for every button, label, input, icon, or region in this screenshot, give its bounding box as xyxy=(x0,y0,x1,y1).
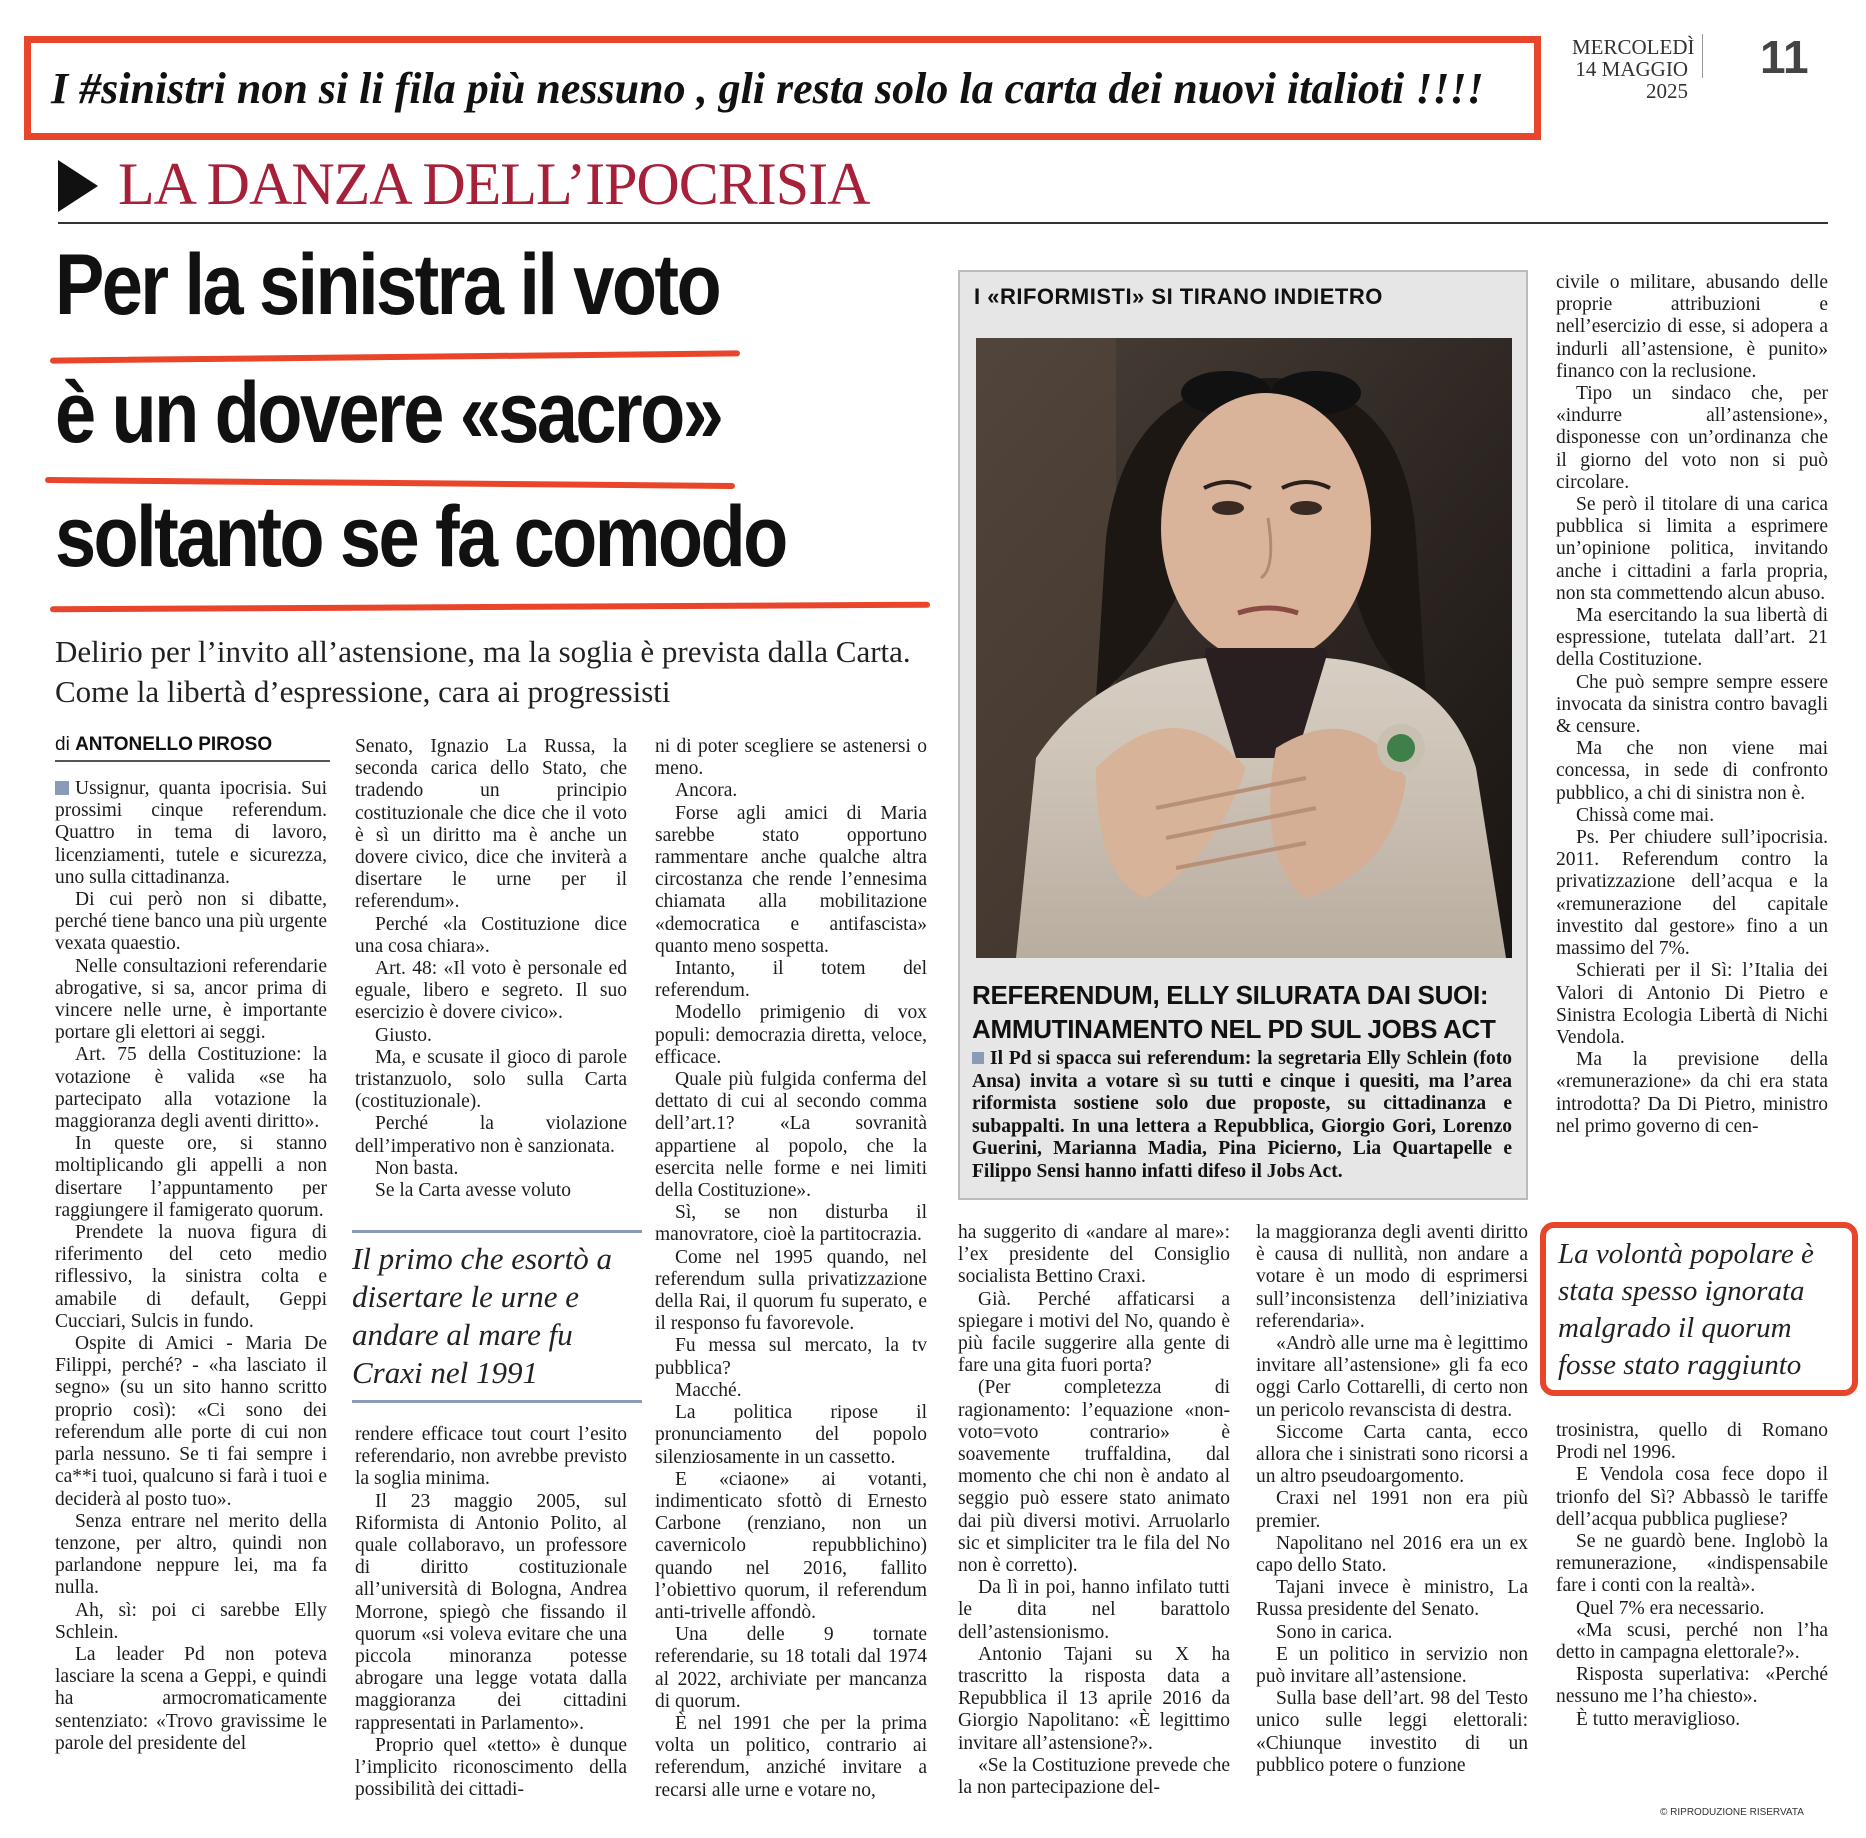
paragraph: Se la Carta avesse voluto xyxy=(375,1180,572,1202)
paragraph: Ma esercitando la sua libertà di espressione, tutelata dall’art. 21 della Costituzione. xyxy=(1556,605,1828,671)
paragraph: Ma la previsione della «remunerazione» da chi era stata introdotta? Da Di Pietro, ministro nel primo governo di cen- xyxy=(1556,1049,1828,1137)
paragraph: Ma, e scusate il gioco di parole tristanzuolo, solo sulla Carta (costituzionale). xyxy=(355,1046,627,1113)
paragraph: Napolitano nel 2016 era un ex capo dello Stato. xyxy=(1256,1532,1528,1577)
photo-box-title: REFERENDUM, ELLY SILURATA DAI SUOI: AMMUTINAMENTO NEL PD SUL JOBS ACT xyxy=(972,980,1496,1044)
paragraph: Ancora. xyxy=(675,780,738,802)
paragraph: Tipo un sindaco che, per «indurre all’astensione», disponesse con un’ordinanza che il giorno del voto non si può circolare. xyxy=(1556,383,1828,493)
paragraph: Prendete la nuova figura di riferimento del ceto medio riflessivo, la sinistra colta e amabile di default, Geppi Cucciari, Sulcis in fundo. xyxy=(55,1222,327,1332)
photo-box-kicker: I «RIFORMISTI» SI TIRANO INDIETRO xyxy=(974,284,1383,309)
paragraph: «Ma scusi, perché non l’ha detto in campagna elettorale?». xyxy=(1556,1619,1828,1664)
paragraph: Art. 48: «Il voto è personale ed eguale, libero e segreto. Il suo esercizio è dovere civico». xyxy=(355,958,627,1024)
section-arrow-icon xyxy=(58,160,98,212)
article-column-2-bottom xyxy=(355,1424,627,1801)
paragraph: (Per completezza di ragionamento: l’equazione «non-voto=voto contrario» è soavemente truffaldina, dal momento che chi non è andato al seggio può essere stato animato dai più diversi motivi. Arruolarlo sic et simpliciter tra le fila del No non è corretto). xyxy=(958,1377,1230,1577)
paragraph: E «ciaone» ai votanti, indimenticato sfottò di Ernesto Carbone (renziano, non un cavernicolo repubblichino) quando nel 2016, fallito l’obiettivo quorum, il referendum anti-trivelle affondò. xyxy=(655,1468,927,1623)
paragraph: trosinistra, quello di Romano Prodi nel 1996. xyxy=(1556,1420,1828,1464)
headline-line-1: Per la sinistra il voto xyxy=(55,237,720,333)
paragraph: ha suggerito di «andare al mare»: l’ex presidente del Consiglio socialista Bettino Craxi. xyxy=(958,1222,1230,1288)
start-square-icon xyxy=(55,781,69,795)
paragraph: Ospite di Amici - Maria De Filippi, perché? - «ha lasciato il segno» (su un sito hanno scritto proprio così): «Ci sono dei referendum alle porte di cui non parla nessuno. Se ti fai sempre i ca**i tuoi, qualcuno si farà i tuoi e deciderà al posto tuo». xyxy=(55,1333,327,1510)
paragraph: Senza entrare nel merito della tenzone, per altro, quindi non parlandone neppure lei, ma fa nulla. xyxy=(55,1510,327,1599)
dateline xyxy=(1572,35,1695,103)
copyright-notice: © RIPRODUZIONE RISERVATA xyxy=(1660,1807,1804,1818)
paragraph: Giusto. xyxy=(375,1024,432,1046)
byline-author: ANTONELLO PIROSO xyxy=(75,734,273,755)
dateline-separator xyxy=(1702,34,1703,78)
photo-caption xyxy=(972,1048,1512,1183)
headline-line-3: soltanto se fa comodo xyxy=(55,489,786,585)
byline-prefix: di xyxy=(55,734,70,755)
paragraph: Proprio quel «tetto» è dunque l’implicito riconoscimento della possibilità dei cittadi- xyxy=(355,1734,627,1801)
article-column-3 xyxy=(655,736,927,1802)
pull-quote-right: La volontà popolare è stata spesso ignorata malgrado il quorum fosse stato raggiunto xyxy=(1540,1222,1858,1396)
paragraph: E un politico in servizio non può invitare all’astensione. xyxy=(1256,1643,1528,1688)
paragraph: Sì, se non disturba il manovratore, cioè la partitocrazia. xyxy=(655,1202,927,1246)
opinion-banner xyxy=(24,36,1541,140)
paragraph: Che può sempre sempre essere invocata da sinistra contro bavagli & censure. xyxy=(1556,671,1828,738)
paragraph: Il 23 maggio 2005, sul Riformista di Antonio Polito, al quale collaboravo, un professore di diritto costituzionale all’università di Bologna, Andrea Morrone, spiegò che fissando il quorum «si voleva evitare che una piccola minoranza potesse abrogare una legge votata dalla maggioranza dei cittadini rappresentati in Parlamento». xyxy=(355,1490,627,1734)
paragraph: Ussignur, quanta ipocrisia. Sui prossimi cinque referendum. Quattro in tema di lavoro, licenziamenti, tutele e sicurezza, uno sulla cittadinanza. xyxy=(55,778,327,888)
paragraph: «Se la Costituzione prevede che la non partecipazione del- xyxy=(958,1754,1230,1799)
dateline-day: MERCOLEDÌ xyxy=(1572,35,1695,59)
paragraph: Schierati per il Sì: l’Italia dei Valori di Antonio Di Pietro e Sinistra Ecologia Libertà di Nichi Vendola. xyxy=(1556,960,1828,1048)
paragraph: Perché «la Costituzione dice una cosa chiara». xyxy=(355,913,627,957)
paragraph: Da lì in poi, hanno infilato tutti le dita nel barattolo dell’astensionismo. xyxy=(958,1577,1230,1643)
article-column-2-top xyxy=(355,736,627,1202)
page-number: 11 xyxy=(1760,31,1809,83)
paragraph: Quel 7% era necessario. xyxy=(1576,1597,1765,1619)
paragraph: Di cui però non si dibatte, perché tiene banco una più urgente vexata quaestio. xyxy=(55,889,327,955)
paragraph: Se ne guardò bene. Inglobò la remunerazione, «indispensabile fare i conti con la realtà». xyxy=(1556,1531,1828,1597)
paragraph: Nelle consultazioni referendarie abrogative, si sa, ancor prima di vincere nelle urne, è importante portare gli elettori ai seggi. xyxy=(55,955,327,1044)
paragraph: civile o militare, abusando delle proprie attribuzioni e nell’esercizio di esse, si adopera a indurli all’astensione, è punito» financo con la reclusione. xyxy=(1556,272,1828,382)
byline xyxy=(55,734,272,756)
pull-quote-rule-bottom xyxy=(352,1400,642,1403)
paragraph: Modello primigenio di vox populi: democrazia diretta, veloce, efficace. xyxy=(655,1002,927,1068)
paragraph: Siccome Carta canta, ecco allora che i sinistrati sono ricorsi a un altro pseudoargomento. xyxy=(1256,1421,1528,1488)
paragraph: La leader Pd non poteva lasciare la scena a Geppi, e quindi ha armocromaticamente sentenziato: «Trovo gravissime le parole del presidente del xyxy=(55,1643,327,1754)
paragraph: Risposta superlativa: «Perché nessuno me l’ha chiesto». xyxy=(1556,1664,1828,1708)
paragraph: Fu messa sul mercato, la tv pubblica? xyxy=(655,1335,927,1379)
paragraph: Se però il titolare di una carica pubblica si limita a esprimere un’opinione politica, invitando anche i cittadini a farla propria, non sta commettendo alcun abuso. xyxy=(1556,494,1828,604)
paragraph: È tutto meraviglioso. xyxy=(1576,1708,1741,1730)
headline-underline-3 xyxy=(50,602,930,613)
article-column-4 xyxy=(958,1222,1230,1799)
article-column-6-top xyxy=(1556,272,1828,1138)
paragraph: Sono in carica. xyxy=(1276,1621,1393,1643)
paragraph: Perché la violazione dell’imperativo non è sanzionata. xyxy=(355,1113,627,1157)
paragraph: Senato, Ignazio La Russa, la seconda carica dello Stato, che tradendo un principio costituzionale che dice che il voto è sì un diritto ma è anche un dovere civico, dice che inviterà a disertare le urne per il referendum». xyxy=(355,736,627,913)
paragraph: Ma che non viene mai concessa, in sede di confronto pubblico, a chi di sinistra non è. xyxy=(1556,738,1828,804)
headline-underline-2 xyxy=(45,477,735,489)
article-column-6-bottom xyxy=(1556,1420,1828,1731)
pull-quote-left: Il primo che esortò a disertare le urne e andare al mare fu Craxi nel 1991 xyxy=(352,1241,613,1390)
headline-line-2: è un dovere «sacro» xyxy=(55,365,722,461)
paragraph: Chissà come mai. xyxy=(1576,804,1715,826)
section-title: LA DANZA DELL’IPOCRISIA xyxy=(118,151,870,217)
portrait-illustration xyxy=(976,338,1512,958)
paragraph: E Vendola cosa fece dopo il trionfo del Sì? Abbassò le tariffe dell’acqua pubblica pugliese? xyxy=(1556,1464,1828,1530)
article-deck: Delirio per l’invito all’astensione, ma la soglia è prevista dalla Carta. Come la libertà d’espressione, cara ai progressisti xyxy=(55,634,911,709)
caption-text: Il Pd si spacca sui referendum: la segretaria Elly Schlein (foto Ansa) invita a votare sì su tutti e cinque i quesiti, ma l’area riformista sostiene solo due proposte, su cittadinanza e subappalti. In una lettera a Repubblica, Giorgio Gori, Lorenzo Guerini, Marianna Madia, Pina Picierno, Lia Quartapelle e Filippo Sensi hanno infatti difeso il Jobs Act. xyxy=(972,1048,1512,1182)
paragraph: Ps. Per chiudere sull’ipocrisia. 2011. Referendum contro la privatizzazione dell’acqua e la «remunerazione del capitale investito dal gestore» fino a un massimo del 7%. xyxy=(1556,827,1828,960)
paragraph: «Andrò alle urne ma è legittimo invitare all’astensione» gli fa eco oggi Carlo Cottarelli, di certo non un pericolo revanscista di destra. xyxy=(1256,1333,1528,1421)
headline-underline-1 xyxy=(50,350,740,363)
byline-rule xyxy=(55,760,330,762)
paragraph: Forse agli amici di Maria sarebbe stato opportuno rammentare anche qualche altra circostanza che rende l’ennesima chiamata alla mobilitazione «democratica e antifascista» quanto meno sospetta. xyxy=(655,802,927,957)
paragraph: Una delle 9 tornate referendarie, su 18 totali dal 1974 al 2022, archiviate per mancanza di quorum. xyxy=(655,1624,927,1712)
caption-square-icon xyxy=(972,1052,984,1064)
paragraph: La politica ripose il pronunciamento del popolo silenziosamente in un cassetto. xyxy=(655,1402,927,1468)
paragraph: ni di poter scegliere se astenersi o meno. xyxy=(655,736,927,780)
paragraph: Quale più fulgida conferma del dettato di cui al secondo comma dell’art.1? «La sovranità appartiene al popolo, che la esercita nelle forme e nei limiti della Costituzione». xyxy=(655,1069,927,1202)
paragraph: Antonio Tajani su X ha trascritto la risposta data a Repubblica il 13 aprile 2016 da Giorgio Napolitano: «È legittimo invitare all’astensione?». xyxy=(958,1643,1230,1754)
article-column-1 xyxy=(55,778,327,1755)
paragraph: È nel 1991 che per la prima volta un politico, contrario ai referendum, anziché invitare a recarsi alle urne e votare no, xyxy=(655,1712,927,1801)
photo-elly-schlein xyxy=(976,338,1512,958)
pull-quote-rule-top xyxy=(352,1230,642,1233)
banner-text: I #sinistri non si li fila più nessuno , gli resta solo la carta dei nuovi italioti !!!! xyxy=(51,63,1484,113)
paragraph: In queste ore, si stanno moltiplicando gli appelli a non disertare l’appuntamento per raggiungere il famigerato quorum. xyxy=(55,1133,327,1221)
paragraph: Già. Perché affaticarsi a spiegare i motivi del No, quando è più facile suggerire alla gente di fare una gita fuori porta? xyxy=(958,1288,1230,1377)
paragraph: Ah, sì: poi ci sarebbe Elly Schlein. xyxy=(55,1599,327,1643)
paragraph: rendere efficace tout court l’esito referendario, non avrebbe previsto la soglia minima. xyxy=(355,1424,627,1490)
paragraph: Sulla base dell’art. 98 del Testo unico sulle leggi elettorali: «Chiunque investito di un pubblico potere o funzione xyxy=(1256,1688,1528,1776)
paragraph: Macché. xyxy=(675,1379,742,1401)
paragraph: Intanto, il totem del referendum. xyxy=(655,958,927,1002)
section-divider xyxy=(58,222,1828,224)
article-column-5 xyxy=(1256,1222,1528,1777)
paragraph: Tajani invece è ministro, La Russa presidente del Senato. xyxy=(1256,1577,1528,1621)
paragraph: Come nel 1995 quando, nel referendum sulla privatizzazione della Rai, il quorum fu superato, e il responso fu favorevole. xyxy=(655,1246,927,1335)
dateline-date: 14 MAGGIO 2025 xyxy=(1575,57,1688,103)
paragraph: Craxi nel 1991 non era più premier. xyxy=(1256,1488,1528,1532)
paragraph: Non basta. xyxy=(375,1157,459,1179)
paragraph: la maggioranza degli aventi diritto è causa di nullità, non andare a votare è un modo di esprimersi sull’inconsistenza dell’iniziativa referendaria». xyxy=(1256,1222,1528,1332)
paragraph: Art. 75 della Costituzione: la votazione è valida «se ha partecipato alla votazione la maggioranza degli aventi diritto». xyxy=(55,1044,327,1133)
